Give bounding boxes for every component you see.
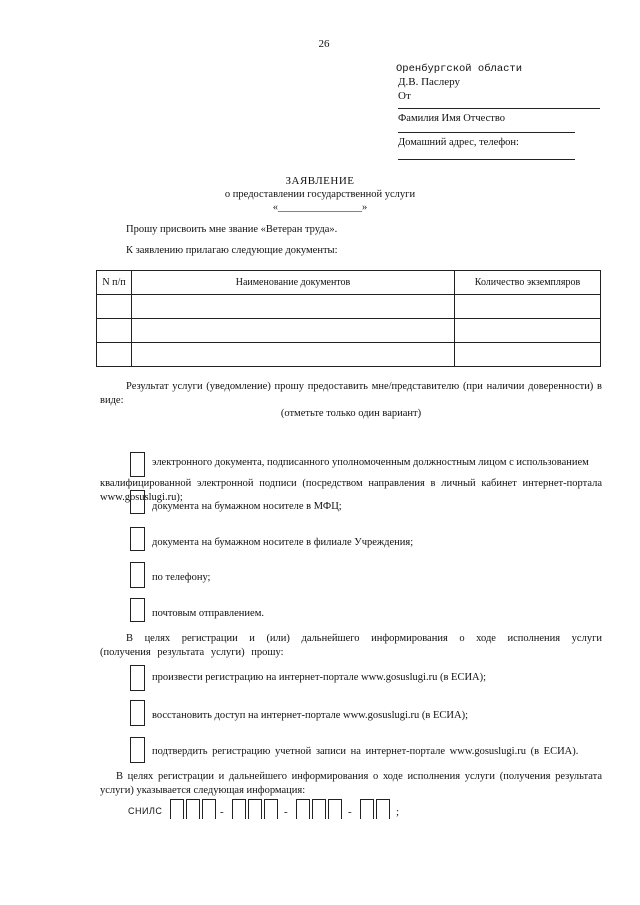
col-header-count: Количество экземпляров <box>455 271 601 295</box>
col-header-name: Наименование документов <box>132 271 455 295</box>
documents-table <box>96 270 601 367</box>
address-caption: Домашний адрес, телефон: <box>398 137 519 148</box>
table-row <box>97 295 601 319</box>
table-header-row <box>97 271 601 295</box>
attach-text: К заявлению прилагаю следующие документы: <box>126 245 338 256</box>
checkbox-confirm[interactable] <box>130 737 145 763</box>
snils-digit-box[interactable] <box>360 799 374 819</box>
snils-label: СНИЛС <box>128 806 163 816</box>
reg-option-confirm: подтвердить регистрацию учетной записи на интернет-портале www.gosuslugi.ru (в ЕСИА). <box>152 746 579 757</box>
table-cell[interactable] <box>97 295 132 319</box>
option-paper-mfc: документа на бумажном носителе в МФЦ; <box>152 501 342 512</box>
result-intro: Результат услуги (уведомление) прошу предоставить мне/представителю (при наличии доверенности) в виде: <box>100 381 602 406</box>
name-caption: Фамилия Имя Отчество <box>398 113 505 124</box>
snils-digit-box[interactable] <box>186 799 200 819</box>
table-cell[interactable] <box>132 343 455 367</box>
snils-digit-box[interactable] <box>296 799 310 819</box>
title-main: ЗАЯВЛЕНИЕ <box>285 175 355 187</box>
option-paper-branch: документа на бумажном носителе в филиале Учреждения; <box>152 537 414 548</box>
address-line-1[interactable] <box>398 132 575 133</box>
table-cell[interactable] <box>455 343 601 367</box>
snils-digit-box[interactable] <box>202 799 216 819</box>
reg-option-restore: восстановить доступ на интернет-портале www.gosuslugi.ru (в ЕСИА); <box>152 710 469 721</box>
snils-dash: - <box>284 806 288 818</box>
snils-end: ; <box>396 806 400 818</box>
checkbox-phone[interactable] <box>130 562 145 588</box>
table-row <box>97 319 601 343</box>
header-addressee: Д.В. Паслеру <box>398 76 461 88</box>
checkbox-restore[interactable] <box>130 700 145 726</box>
snils-dash: - <box>220 806 224 818</box>
info-intro: В целях регистрации и дальнейшего информирования о ходе исполнения услуги (получения результата услуги) указывается следующая информация: <box>100 771 602 796</box>
snils-digit-box[interactable] <box>264 799 278 819</box>
snils-digit-box[interactable] <box>312 799 326 819</box>
snils-digit-box[interactable] <box>248 799 262 819</box>
table-row <box>97 343 601 367</box>
header-region: Оренбургской области <box>396 63 523 75</box>
table-cell[interactable] <box>132 295 455 319</box>
name-line[interactable] <box>398 108 600 109</box>
snils-dash: - <box>348 806 352 818</box>
table-cell[interactable] <box>97 319 132 343</box>
registration-intro: В целях регистрации и (или) дальнейшего информирования о ходе исполнения услуги (получения результата услуги) прошу: <box>100 633 602 658</box>
option-electronic: электронного документа, подписанного уполномоченным должностным лицом с использованием <box>152 457 589 468</box>
checkbox-paper-mfc[interactable] <box>130 490 145 514</box>
header-from: От <box>398 90 411 102</box>
request-text: Прошу присвоить мне звание «Ветеран труда». <box>126 224 338 235</box>
option-electronic-cont: квалифицированной электронной подписи (посредством направления в личный кабинет интернет-портала www.gosuslugi.ru); <box>100 478 602 503</box>
page-number: 26 <box>318 38 330 50</box>
title-quote-line[interactable]: «________________» <box>272 202 368 213</box>
option-mail: почтовым отправлением. <box>152 608 264 619</box>
col-header-number: N п/п <box>97 271 132 295</box>
snils-digit-box[interactable] <box>376 799 390 819</box>
address-line-2[interactable] <box>398 159 575 160</box>
snils-digit-box[interactable] <box>232 799 246 819</box>
table-cell[interactable] <box>455 319 601 343</box>
checkbox-paper-branch[interactable] <box>130 527 145 551</box>
table-cell[interactable] <box>455 295 601 319</box>
reg-option-register: произвести регистрацию на интернет-портале www.gosuslugi.ru (в ЕСИА); <box>152 672 487 683</box>
checkbox-mail[interactable] <box>130 598 145 622</box>
snils-digit-box[interactable] <box>328 799 342 819</box>
checkbox-electronic[interactable] <box>130 452 145 477</box>
table-cell[interactable] <box>97 343 132 367</box>
result-note: (отметьте только один вариант) <box>280 408 422 419</box>
checkbox-register[interactable] <box>130 665 145 691</box>
title-sub: о предоставлении государственной услуги <box>224 189 416 200</box>
option-phone: по телефону; <box>152 572 211 583</box>
snils-digit-box[interactable] <box>170 799 184 819</box>
table-cell[interactable] <box>132 319 455 343</box>
